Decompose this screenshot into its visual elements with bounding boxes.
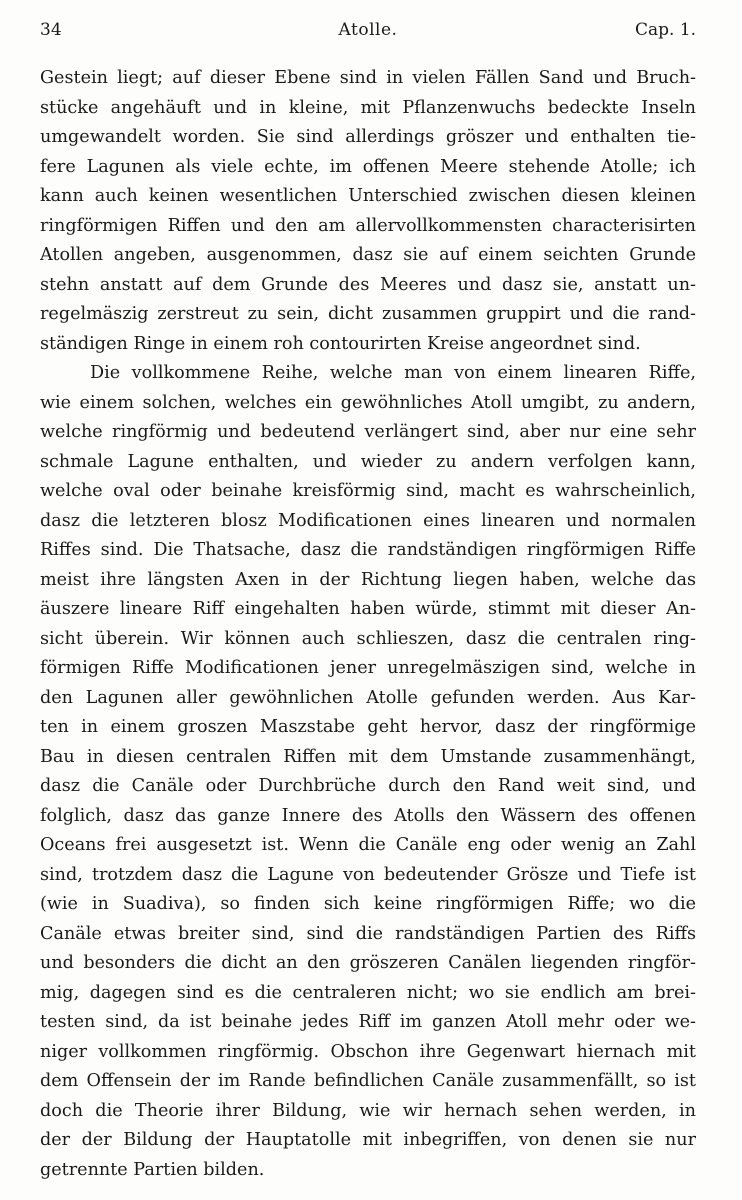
chapter-reference: Cap. 1.	[634, 20, 696, 40]
text-line: ringförmigen Riffen und den am allervollkommensten characterisirten	[40, 215, 696, 236]
text-line: Canäle etwas breiter sind, sind die randständigen Partien des Riffs	[40, 923, 696, 944]
text-line: Gestein liegt; auf dieser Ebene sind in vielen Fällen Sand und Bruch-	[40, 68, 696, 88]
text-line: den Lagunen aller gewöhnlichen Atolle gefunden werden. Aus Kar-	[40, 687, 696, 708]
text-line: regelmäszig zerstreut zu sein, dicht zusammen gruppirt und die rand-	[40, 304, 696, 324]
paragraph	[40, 64, 696, 359]
text-line: (wie in Suadiva), so finden sich keine ringförmigen Riffe; wo die	[40, 894, 696, 914]
text-line: umgewandelt worden. Sie sind allerdings gröszer und enthalten tie-	[40, 127, 696, 147]
text-line: stehn anstatt auf dem Grunde des Meeres und dasz sie, anstatt un-	[40, 274, 696, 295]
text-line: dasz die Canäle oder Durchbrüche durch den Rand weit sind, und	[40, 776, 696, 796]
text-line: welche oval oder beinahe kreisförmig sind, macht es wahrscheinlich,	[40, 481, 696, 501]
text-line: wie einem solchen, welches ein gewöhnliches Atoll umgibt, zu andern,	[40, 392, 696, 413]
text-line: Die vollkommene Reihe, welche man von einem linearen Riffe,	[90, 363, 696, 383]
paragraph	[40, 359, 696, 1185]
text-line: Oceans frei ausgesetzt ist. Wenn die Canäle eng oder wenig an Zahl	[40, 835, 696, 855]
text-line: dasz die letzteren blosz Modificationen eines linearen und normalen	[40, 510, 696, 531]
text-line: doch die Theorie ihrer Bildung, wie wir hernach sehen werden, in	[40, 1100, 696, 1121]
text-line: niger vollkommen ringförmig. Obschon ihre Gegenwart hiernach mit	[40, 1041, 696, 1062]
text-line: und besonders die dicht an den gröszeren Canälen liegenden ringför-	[40, 953, 696, 973]
text-line: Riffes sind. Die Thatsache, dasz die randständigen ringförmigen Riffe	[40, 540, 696, 560]
text-line: förmigen Riffe Modificationen jener unregelmäszigen sind, welche in	[40, 658, 696, 678]
text-line: ten in einem groszen Maszstabe geht hervor, dasz der ringförmige	[40, 717, 696, 737]
text-line: stücke angehäuft und in kleine, mit Pflanzenwuchs bedeckte Inseln	[40, 97, 696, 118]
text-line: fere Lagunen als viele echte, im offenen Meere stehende Atolle; ich	[40, 156, 696, 177]
running-title: Atolle.	[338, 20, 398, 40]
page-number: 34	[40, 20, 62, 40]
text-line: äuszere lineare Riff eingehalten haben würde, stimmt mit dieser An-	[40, 599, 696, 619]
text-line: meist ihre längsten Axen in der Richtung liegen haben, welche das	[40, 569, 696, 590]
text-line: schmale Lagune enthalten, und wieder zu andern verfolgen kann,	[40, 451, 696, 472]
text-line: kann auch keinen wesentlichen Unterschied zwischen diesen kleinen	[40, 186, 696, 206]
text-line: der der Bildung der Hauptatolle mit inbegriffen, von denen sie nur	[40, 1130, 696, 1150]
text-line: Atollen angeben, ausgenommen, dasz sie auf einem seichten Grunde	[40, 245, 696, 265]
text-line: getrennte Partien bilden.	[40, 1159, 265, 1180]
text-line: ständigen Ringe in einem roh contourirten Kreise angeordnet sind.	[40, 333, 641, 354]
running-head	[40, 20, 696, 48]
text-line: folglich, dasz das ganze Innere des Atolls den Wässern des offenen	[40, 805, 696, 826]
text-line: welche ringförmig und bedeutend verlängert sind, aber nur eine sehr	[40, 422, 696, 442]
text-line: testen sind, da ist beinahe jedes Riff im ganzen Atoll mehr oder we-	[40, 1012, 696, 1032]
text-line: sicht überein. Wir können auch schlieszen, dasz die centralen ring-	[40, 628, 696, 649]
text-line: mig, dagegen sind es die centraleren nicht; wo sie endlich am brei-	[40, 982, 696, 1003]
text-line: Bau in diesen centralen Riffen mit dem Umstande zusammenhängt,	[40, 746, 696, 767]
text-line: sind, trotzdem dasz die Lagune von bedeutender Grösze und Tiefe ist	[40, 864, 696, 885]
text-line: dem Offensein der im Rande befindlichen Canäle zusammenfällt, so ist	[40, 1071, 696, 1091]
body-text	[40, 64, 696, 1185]
